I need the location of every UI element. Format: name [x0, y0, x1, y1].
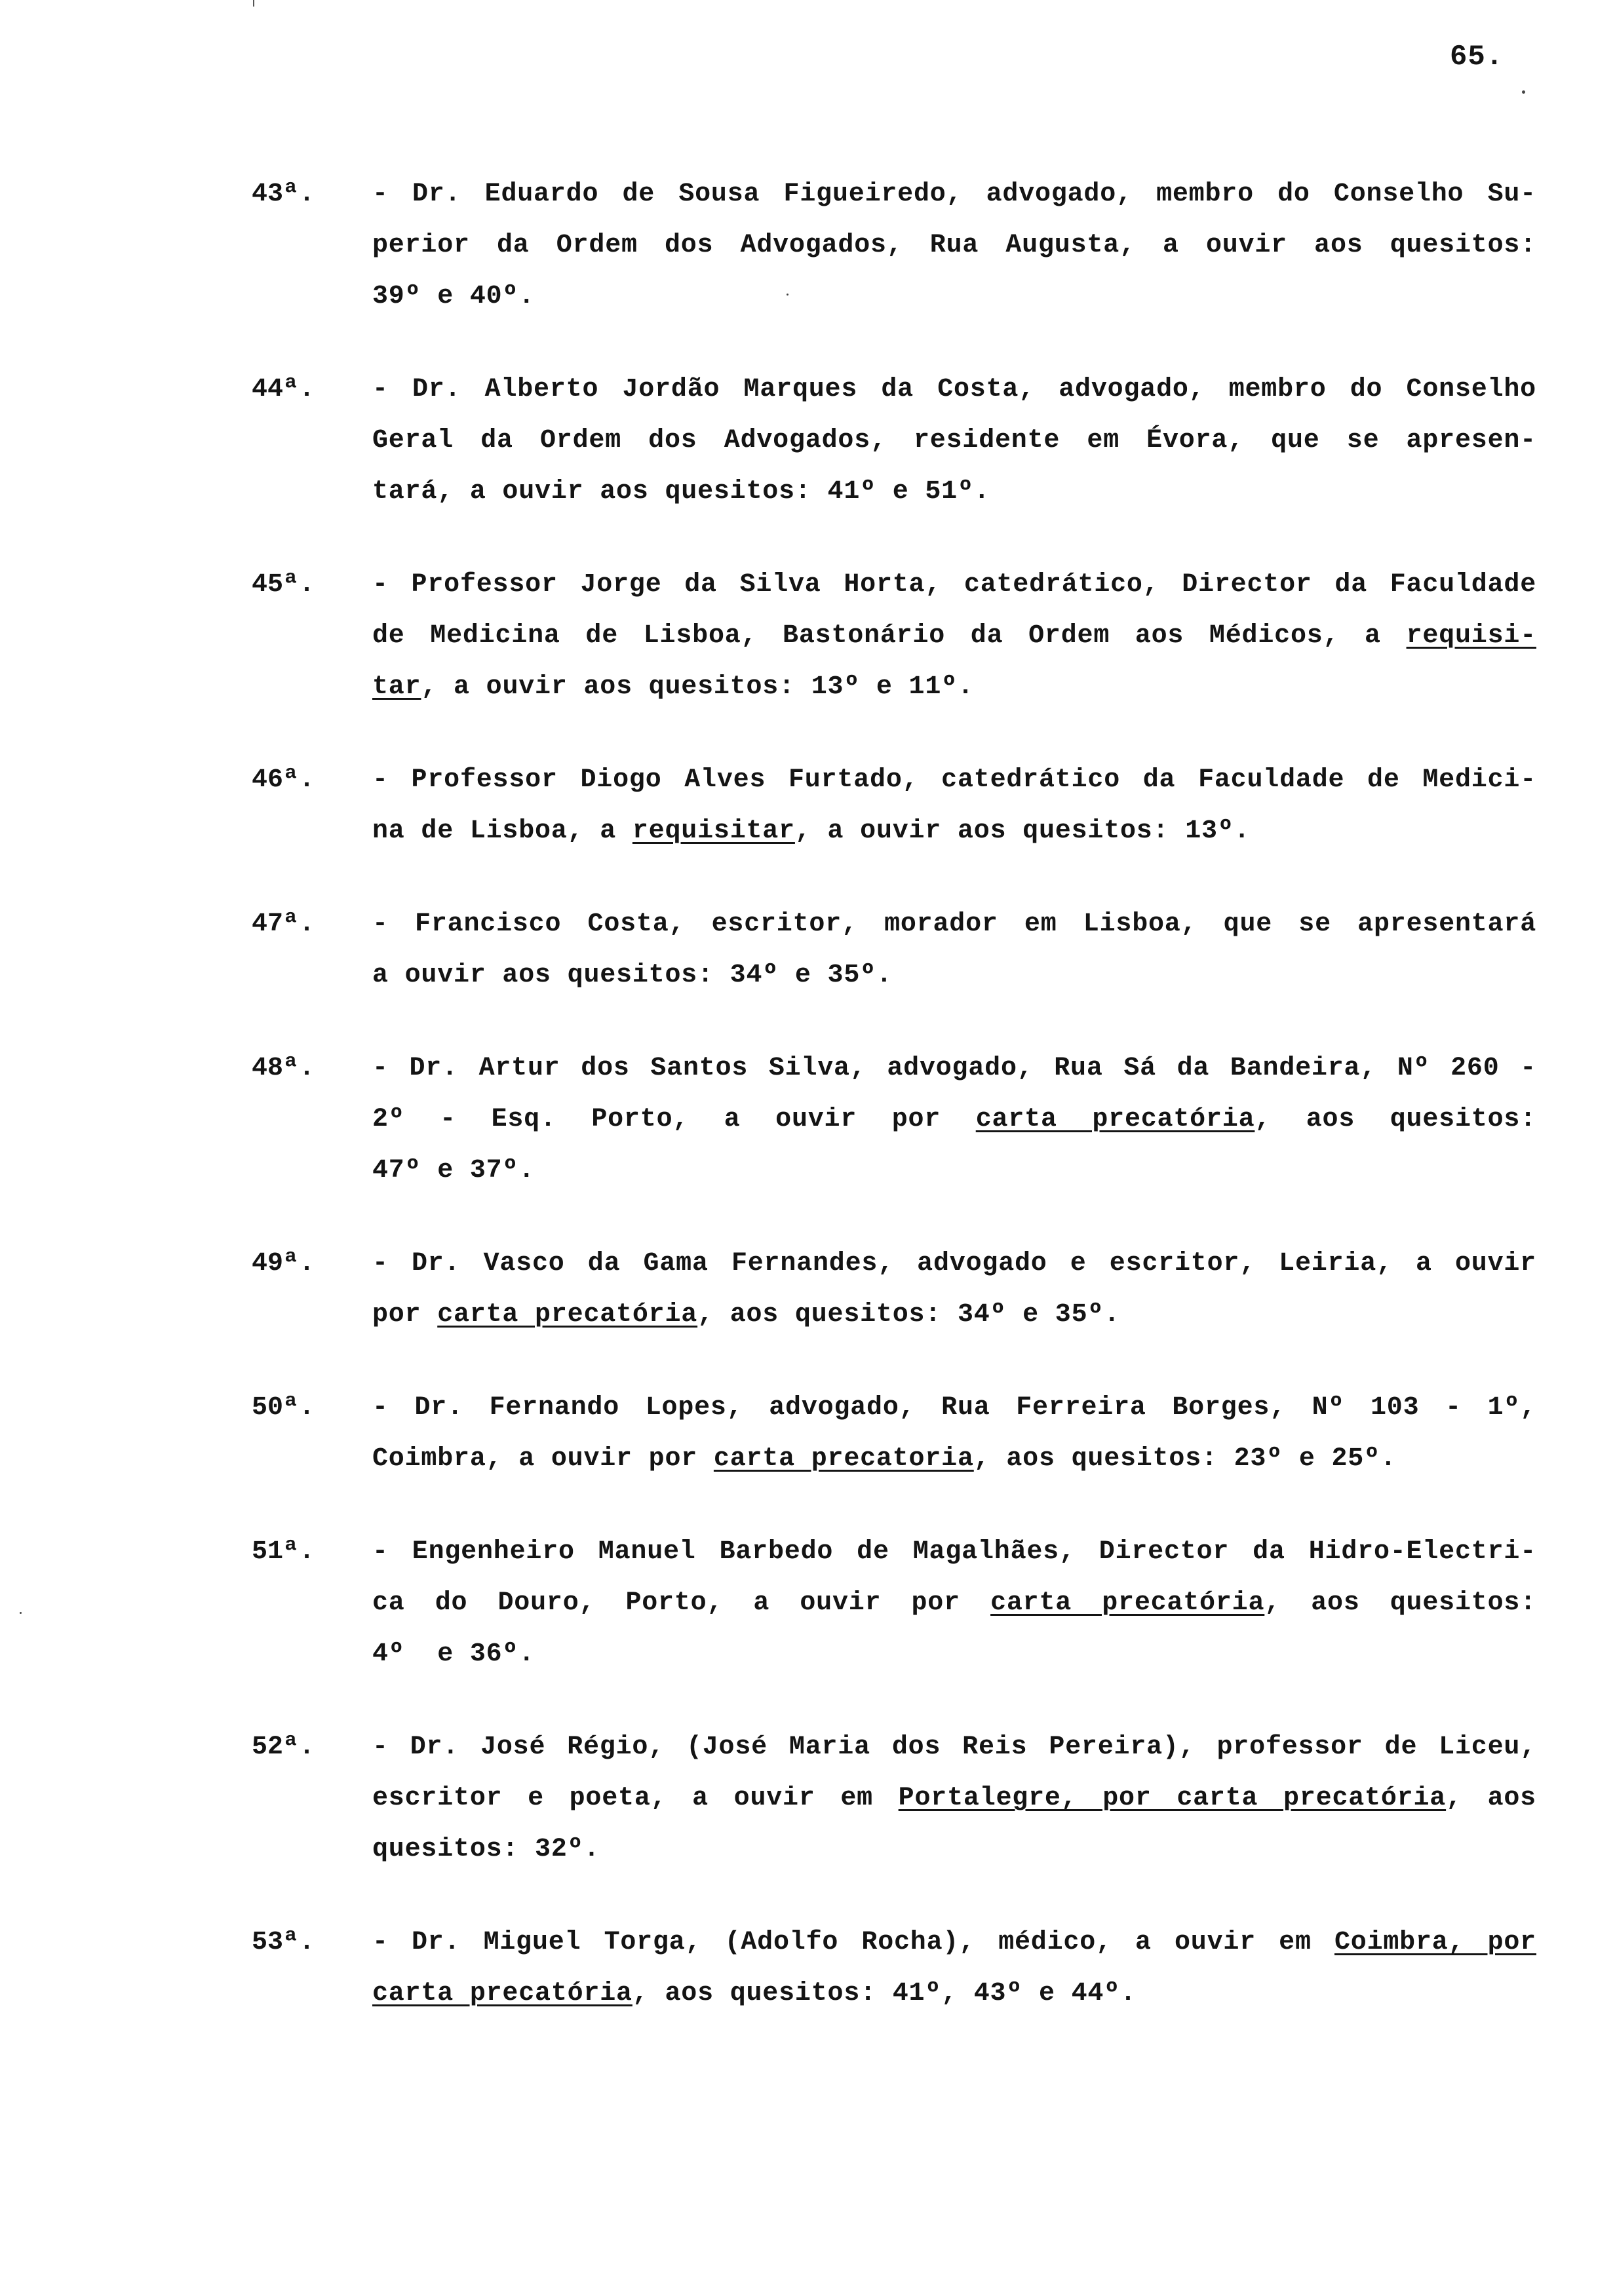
text-line — [372, 1434, 1536, 1485]
page-number: 65. — [1450, 41, 1504, 73]
underlined-phrase: carta precatória — [372, 1979, 632, 2008]
underlined-phrase: tar — [372, 672, 421, 702]
witness-entry — [252, 1527, 1536, 1680]
text-line — [372, 1043, 1536, 1094]
text-line — [372, 1629, 1536, 1680]
text-line — [372, 611, 1536, 662]
entry-text — [372, 1722, 1536, 1875]
entry-text — [372, 364, 1536, 518]
text-line — [372, 1773, 1536, 1824]
text-run: - Professor Jorge da Silva Horta, catedrático, Director da Faculdade — [372, 570, 1536, 600]
text-run: 2º - Esq. Porto, a ouvir por — [372, 1105, 976, 1134]
witness-entry — [252, 1722, 1536, 1875]
text-run: - Engenheiro Manuel Barbedo de Magalhães, Director da Hidro-Electri- — [372, 1537, 1536, 1567]
text-run: - Dr. Fernando Lopes, advogado, Rua Ferreira Borges, Nº 103 - 1º, — [372, 1393, 1536, 1423]
entry-number: 47ª. — [252, 909, 315, 939]
witness-entry — [252, 1383, 1536, 1485]
witness-entry — [252, 1238, 1536, 1341]
text-line — [372, 662, 1536, 713]
text-line — [372, 467, 1536, 518]
text-run: , aos quesitos: — [1264, 1588, 1536, 1618]
text-line — [372, 1383, 1536, 1434]
text-run: - Dr. Eduardo de Sousa Figueiredo, advogado, membro do Conselho Su- — [372, 180, 1536, 209]
text-line — [372, 169, 1536, 220]
entry-text — [372, 560, 1536, 713]
text-run: , a ouvir aos quesitos: 13º e 11º. — [421, 672, 974, 702]
text-run: ca do Douro, Porto, a ouvir por — [372, 1588, 991, 1618]
entry-number: 43ª. — [252, 180, 315, 209]
witness-entry — [252, 1917, 1536, 2019]
text-line — [372, 1145, 1536, 1196]
text-run: , aos quesitos: 34º e 35º. — [697, 1300, 1120, 1330]
underlined-phrase: requisi- — [1406, 621, 1536, 651]
text-run: - Dr. José Régio, (José Maria dos Reis Pereira), professor de Liceu, — [372, 1732, 1536, 1762]
text-line — [372, 1578, 1536, 1629]
text-run: quesitos: 32º. — [372, 1835, 600, 1864]
text-line — [372, 950, 1536, 1001]
text-line — [372, 755, 1536, 806]
text-run: de Medicina de Lisboa, Bastonário da Ordem aos Médicos, a — [372, 621, 1407, 651]
text-line — [372, 415, 1536, 467]
text-run: - Francisco Costa, escritor, morador em Lisboa, que se apresentará — [372, 909, 1536, 939]
text-line — [372, 220, 1536, 271]
entry-number: 48ª. — [252, 1054, 315, 1083]
underlined-phrase: requisitar — [632, 816, 795, 846]
witness-entry — [252, 1043, 1536, 1196]
text-run: - Dr. Artur dos Santos Silva, advogado, Rua Sá da Bandeira, Nº 260 - — [372, 1054, 1536, 1083]
witness-entry — [252, 560, 1536, 713]
text-run: , aos quesitos: — [1255, 1105, 1536, 1134]
text-run: escritor e poeta, a ouvir em — [372, 1784, 899, 1813]
entry-text — [372, 1383, 1536, 1485]
text-line — [372, 1238, 1536, 1290]
text-run: , aos quesitos: 23º e 25º. — [973, 1444, 1397, 1474]
entry-number: 44ª. — [252, 375, 315, 404]
underlined-phrase: Portalegre, por carta precatória — [898, 1784, 1447, 1813]
entry-number: 45ª. — [252, 570, 315, 600]
entry-number: 53ª. — [252, 1928, 315, 1957]
paper-speck — [20, 1612, 22, 1614]
text-line — [372, 1094, 1536, 1145]
text-line — [372, 1290, 1536, 1341]
text-line — [372, 1722, 1536, 1773]
entry-number: 50ª. — [252, 1393, 315, 1423]
text-line — [372, 1824, 1536, 1875]
underlined-phrase: carta precatória — [437, 1300, 698, 1330]
text-line — [372, 1968, 1536, 2019]
text-run: na de Lisboa, a — [372, 816, 632, 846]
text-line — [372, 364, 1536, 415]
entry-text — [372, 755, 1536, 857]
entry-text — [372, 1043, 1536, 1196]
entry-text — [372, 169, 1536, 322]
entry-text — [372, 1238, 1536, 1341]
underlined-phrase: Coimbra, por — [1334, 1928, 1536, 1957]
text-run: 47º e 37º. — [372, 1156, 535, 1185]
text-run: , a ouvir aos quesitos: 13º. — [794, 816, 1251, 846]
text-run: , aos quesitos: 41º, 43º e 44º. — [632, 1979, 1137, 2008]
witness-entry — [252, 899, 1536, 1001]
text-run: 39º e 40º. — [372, 282, 535, 311]
text-run: por — [372, 1300, 438, 1330]
text-run: Coimbra, a ouvir por — [372, 1444, 714, 1474]
underlined-phrase: carta precatoria — [713, 1444, 974, 1474]
entry-number: 51ª. — [252, 1537, 315, 1567]
text-line — [372, 1527, 1536, 1578]
text-run: Geral da Ordem dos Advogados, residente em Évora, que se apresen- — [372, 426, 1536, 455]
entry-text — [372, 899, 1536, 1001]
text-line — [372, 560, 1536, 611]
underlined-phrase: carta precatória — [990, 1588, 1265, 1618]
entry-number: 52ª. — [252, 1732, 315, 1762]
witness-list — [252, 169, 1536, 2061]
entry-number: 49ª. — [252, 1249, 315, 1278]
entry-text — [372, 1527, 1536, 1680]
witness-entry — [252, 364, 1536, 518]
witness-entry — [252, 755, 1536, 857]
text-run: 4º e 36º. — [372, 1639, 535, 1669]
top-edge-mark — [253, 0, 254, 7]
text-run: tará, a ouvir aos quesitos: 41º e 51º. — [372, 477, 990, 507]
entry-text — [372, 1917, 1536, 2019]
entry-number: 46ª. — [252, 765, 315, 795]
text-run: perior da Ordem dos Advogados, Rua Augusta, a ouvir aos quesitos: — [372, 231, 1536, 260]
text-run: - Dr. Alberto Jordão Marques da Costa, advogado, membro do Conselho — [372, 375, 1536, 404]
witness-entry — [252, 169, 1536, 322]
text-line — [372, 806, 1536, 857]
text-run: - Dr. Vasco da Gama Fernandes, advogado e escritor, Leiria, a ouvir — [372, 1249, 1536, 1278]
paper-speck — [1522, 90, 1525, 94]
text-line — [372, 1917, 1536, 1968]
text-line — [372, 271, 1536, 322]
underlined-phrase: carta precatória — [975, 1105, 1255, 1134]
text-run: , aos — [1446, 1784, 1536, 1813]
text-line — [372, 899, 1536, 950]
text-run: - Dr. Miguel Torga, (Adolfo Rocha), médico, a ouvir em — [372, 1928, 1334, 1957]
text-run: - Professor Diogo Alves Furtado, catedrático da Faculdade de Medici- — [372, 765, 1536, 795]
text-run: a ouvir aos quesitos: 34º e 35º. — [372, 961, 893, 990]
